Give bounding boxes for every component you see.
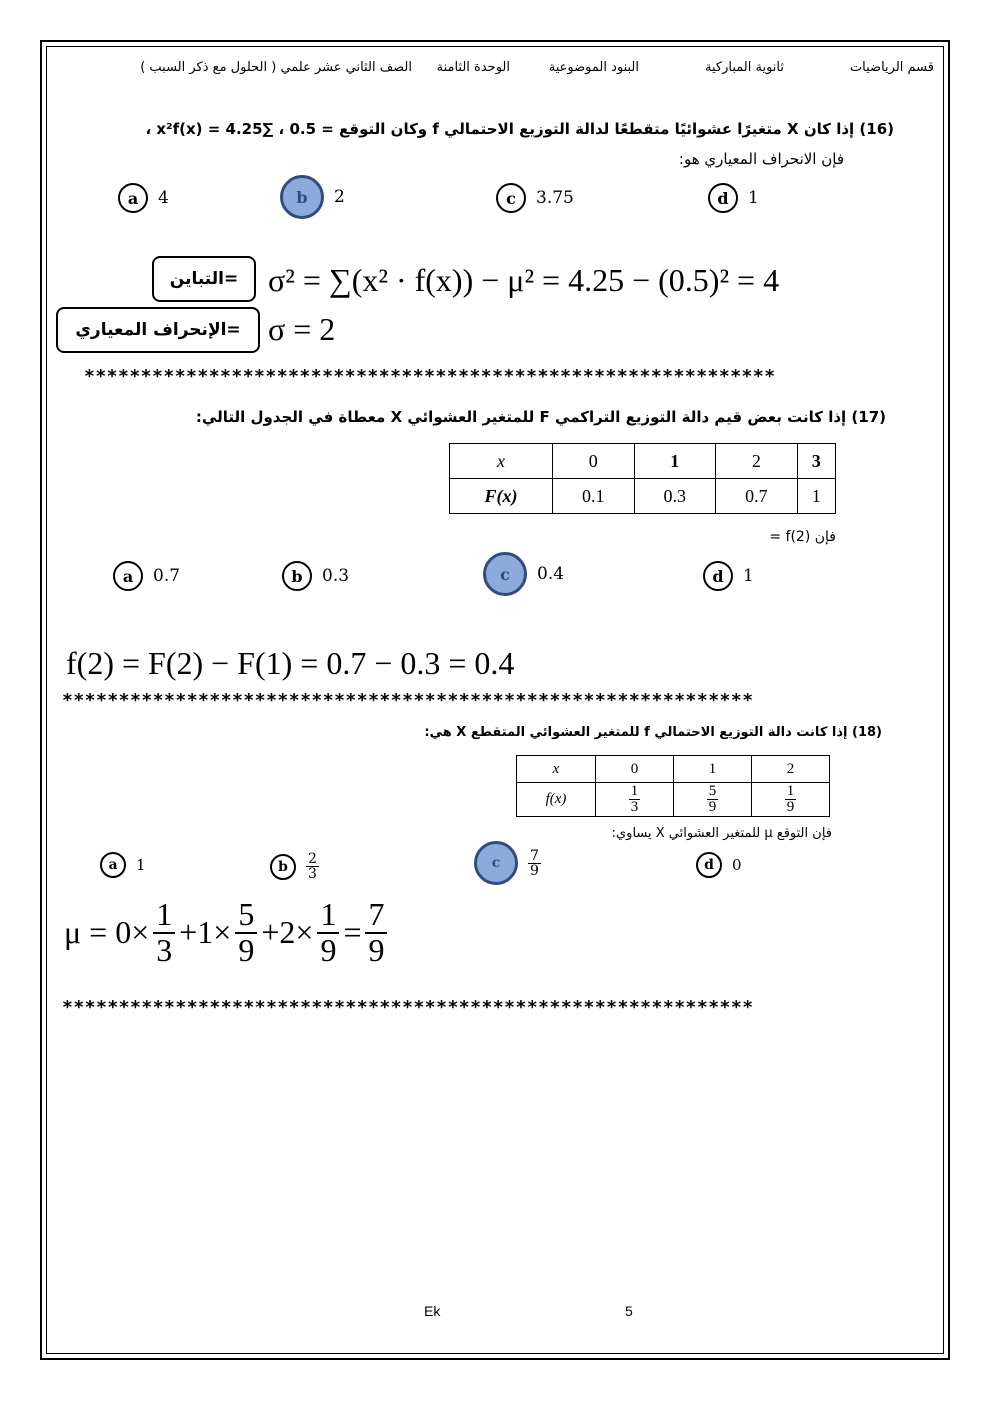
eq-equals: = bbox=[343, 914, 362, 951]
numerator: 1 bbox=[786, 783, 795, 799]
option-fraction bbox=[306, 852, 319, 881]
fraction bbox=[785, 784, 797, 815]
option-value: 4 bbox=[158, 188, 169, 208]
table-cell: F(x) bbox=[450, 479, 553, 514]
option-value: 2 bbox=[334, 187, 345, 207]
option-value: 1 bbox=[136, 856, 146, 874]
eq-operator: +1× bbox=[179, 914, 232, 951]
option-d-badge: d bbox=[708, 183, 738, 213]
q16-option-a[interactable] bbox=[118, 183, 169, 213]
fraction bbox=[707, 784, 719, 815]
table-row bbox=[450, 479, 836, 514]
q16-option-b-selected[interactable] bbox=[280, 175, 345, 219]
q18-option-a[interactable] bbox=[100, 852, 146, 878]
table-row bbox=[517, 783, 830, 817]
option-a-badge: a bbox=[100, 852, 126, 878]
variance-equation: σ² = ∑(x² · f(x)) − μ² = 4.25 − (0.5)² = 4 bbox=[268, 262, 780, 298]
q16-text-line2: فإن الانحراف المعياري هو: bbox=[678, 150, 844, 168]
numerator: 7 bbox=[365, 898, 387, 934]
denominator: 9 bbox=[238, 931, 255, 968]
q17-option-a[interactable] bbox=[113, 561, 180, 591]
header-grade: الصف الثاني عشر علمي ( الحلول مع ذكر السبب ) bbox=[140, 60, 412, 75]
option-c-badge-selected: c bbox=[483, 552, 527, 596]
q17-text: (17) إذا كانت بعض قيم دالة التوزيع التراكمي F للمتغير العشوائي X معطاة في الجدول التالي: bbox=[195, 408, 886, 426]
denominator: 3 bbox=[156, 931, 173, 968]
numerator: 1 bbox=[153, 898, 175, 934]
table-cell: 0 bbox=[553, 444, 635, 479]
denominator: 3 bbox=[308, 866, 317, 882]
table-cell bbox=[752, 783, 830, 817]
table-cell: x bbox=[450, 444, 553, 479]
numerator: 1 bbox=[630, 783, 639, 799]
q17-option-b[interactable] bbox=[282, 561, 349, 591]
variance-label: =التباين bbox=[152, 256, 256, 302]
q18-option-c-selected[interactable] bbox=[474, 841, 541, 885]
q18-prompt: فإن التوقع μ للمتغير العشوائي X يساوي: bbox=[611, 826, 832, 841]
option-value: 3.75 bbox=[536, 188, 574, 208]
q17-option-c-selected[interactable] bbox=[483, 552, 564, 596]
option-value: 0.3 bbox=[322, 566, 350, 586]
fraction bbox=[629, 784, 641, 815]
denominator: 9 bbox=[708, 799, 717, 815]
option-value: 0 bbox=[732, 856, 742, 874]
fraction-result bbox=[365, 898, 387, 967]
numerator: 2 bbox=[308, 851, 317, 867]
table-cell: 0.1 bbox=[553, 479, 635, 514]
table-cell: 1 bbox=[797, 479, 835, 514]
footer-author: Ek bbox=[424, 1303, 441, 1319]
std-deviation-equation: σ = 2 bbox=[268, 311, 336, 347]
option-b-badge: b bbox=[282, 561, 312, 591]
option-a-badge: a bbox=[118, 183, 148, 213]
footer-page-number: 5 bbox=[625, 1303, 633, 1319]
separator: ************************************************************* bbox=[62, 690, 754, 711]
fraction bbox=[153, 898, 175, 967]
q16-option-c[interactable] bbox=[496, 183, 574, 213]
option-value: 1 bbox=[743, 566, 754, 586]
option-a-badge: a bbox=[113, 561, 143, 591]
option-fraction bbox=[528, 849, 541, 878]
denominator: 9 bbox=[368, 931, 385, 968]
numerator: 1 bbox=[317, 898, 339, 934]
numerator: 7 bbox=[530, 847, 539, 864]
separator: ************************************************************* bbox=[62, 997, 754, 1018]
q16-text-line1: (16) إذا كان X متغيرًا عشوائيًا متقطعًا لدالة التوزيع الاحتمالي f وكان التوقع = 0.5 ، ∑x²f(x) = 4.25 ، bbox=[145, 120, 894, 138]
option-b-badge-selected: b bbox=[280, 175, 324, 219]
q16-option-d[interactable] bbox=[708, 183, 759, 213]
option-d-badge: d bbox=[703, 561, 733, 591]
table-cell: 2 bbox=[716, 444, 798, 479]
table-cell: 1 bbox=[674, 756, 752, 783]
table-cell bbox=[596, 783, 674, 817]
q18-option-d[interactable] bbox=[696, 852, 742, 878]
q18-pmf-table bbox=[516, 755, 830, 817]
fraction bbox=[235, 898, 257, 967]
header-unit: الوحدة الثامنة bbox=[436, 60, 510, 75]
eq-operator: +2× bbox=[261, 914, 314, 951]
option-c-badge-selected: c bbox=[474, 841, 518, 885]
denominator: 3 bbox=[630, 799, 639, 815]
option-b-badge: b bbox=[270, 854, 296, 880]
option-c-badge: c bbox=[496, 183, 526, 213]
table-cell: 0.7 bbox=[716, 479, 798, 514]
separator: ************************************************************* bbox=[84, 366, 776, 387]
table-row bbox=[450, 444, 836, 479]
q17-solution-equation: f(2) = F(2) − F(1) = 0.7 − 0.3 = 0.4 bbox=[66, 645, 515, 681]
denominator: 9 bbox=[786, 799, 795, 815]
option-value: 0.4 bbox=[537, 564, 565, 584]
option-value: 0.7 bbox=[153, 566, 181, 586]
table-cell: f(x) bbox=[517, 783, 596, 817]
table-cell: 2 bbox=[752, 756, 830, 783]
denominator: 9 bbox=[320, 931, 337, 968]
table-cell: 1 bbox=[634, 444, 716, 479]
denominator: 9 bbox=[530, 862, 539, 879]
q18-solution-equation bbox=[64, 898, 391, 967]
header-school: ثانوية المباركية bbox=[705, 60, 784, 75]
table-row bbox=[517, 756, 830, 783]
numerator: 5 bbox=[708, 783, 717, 799]
q17-prompt: فإن f(2) = bbox=[769, 529, 836, 545]
q18-option-b[interactable] bbox=[270, 852, 319, 881]
table-cell bbox=[674, 783, 752, 817]
numerator: 5 bbox=[235, 898, 257, 934]
table-cell: 0.3 bbox=[634, 479, 716, 514]
q18-text: (18) إذا كانت دالة التوزيع الاحتمالي f للمتغير العشوائي المتقطع X هي: bbox=[424, 725, 882, 740]
q17-cdf-table bbox=[449, 443, 836, 514]
table-cell: 3 bbox=[797, 444, 835, 479]
fraction bbox=[317, 898, 339, 967]
table-cell: 0 bbox=[596, 756, 674, 783]
eq-lhs: μ = 0× bbox=[64, 914, 150, 951]
table-cell: x bbox=[517, 756, 596, 783]
header-department: قسم الرياضيات bbox=[849, 60, 934, 75]
q17-option-d[interactable] bbox=[703, 561, 754, 591]
std-deviation-label: =الإنحراف المعياري bbox=[56, 307, 260, 353]
header-items: البنود الموضوعية bbox=[548, 60, 639, 75]
option-d-badge: d bbox=[696, 852, 722, 878]
option-value: 1 bbox=[748, 188, 759, 208]
